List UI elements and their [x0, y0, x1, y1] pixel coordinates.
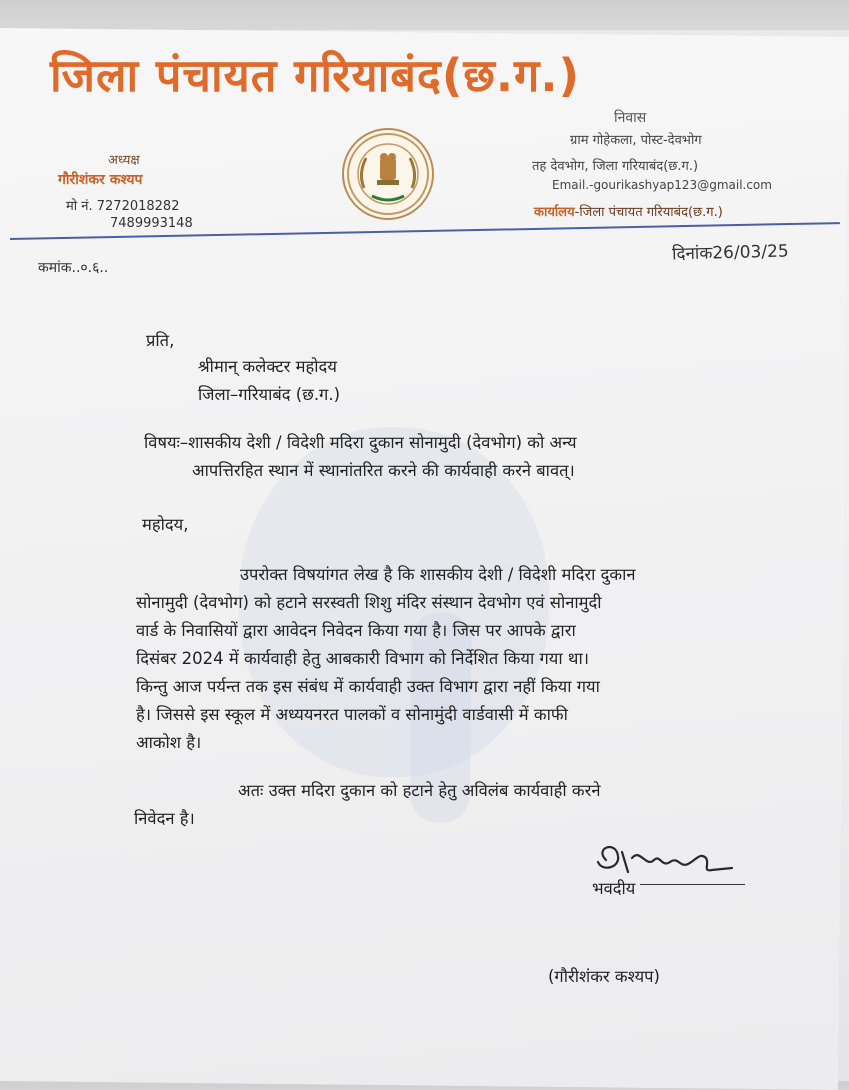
- body-line: आकोश है।: [136, 733, 202, 752]
- body-line: दिसंबर 2024 में कार्यवाही हेतु आबकारी विभाग को निर्देशित किया गया था।: [136, 649, 589, 668]
- mobile-number-1: मो नं. 7272018282: [66, 199, 180, 214]
- email: Email.-gourikashyap123@gmail.com: [552, 178, 772, 192]
- address-line-1: ग्राम गोहेकला, पोस्ट-देवभोग: [570, 133, 702, 148]
- sender-name: गौरीशंकर कश्यप: [58, 172, 143, 188]
- body-line: है। जिससे इस स्कूल में अध्ययनरत पालकों व सोनामुंदी वार्डवासी में काफी: [136, 705, 568, 724]
- letterhead-title: जिला पंचायत गरियाबंद(छ.ग.): [50, 49, 581, 102]
- body-line: उपरोक्त विषयांगत लेख है कि शासकीय देशी / विदेशी मदिरा दुकान: [240, 565, 636, 584]
- recipient-line-2: जिला–गरियाबंद (छ.ग.): [198, 385, 341, 404]
- designation: अध्यक्ष: [108, 153, 140, 168]
- subject-line-1: विषयः–शासकीय देशी / विदेशी मदिरा दुकान सोनामुदी (देवभोग) को अन्य: [144, 433, 577, 452]
- letter-date: दिनांक26/03/25: [671, 241, 789, 265]
- office-label: कार्यालय: [534, 205, 575, 220]
- request-line-1: अतः उक्त मदिरा दुकान को हटाने हेतु अविलंब कार्यवाही करने: [238, 781, 601, 800]
- recipient-line-1: श्रीमान् कलेक्टर महोदय: [198, 357, 337, 376]
- to-label: प्रति,: [146, 331, 175, 350]
- body-line: किन्तु आज पर्यन्त तक इस संबंध में कार्यवाही उक्त विभाग द्वारा नहीं किया गया: [136, 677, 600, 696]
- sender-signature-name: (गौरीशंकर कश्यप): [548, 967, 660, 986]
- office-line: [534, 202, 723, 220]
- closing: भवदीय: [592, 879, 636, 898]
- residence-label: निवास: [614, 110, 647, 126]
- office-text: -जिला पंचायत गरियाबंद(छ.ग.): [574, 205, 723, 220]
- state-emblem-icon: [342, 128, 434, 220]
- request-line-2: निवेदन है।: [134, 809, 195, 828]
- salutation: महोदय,: [142, 515, 189, 534]
- signature-line: [640, 884, 745, 885]
- subject-line-2: आपत्तिरहित स्थान में स्थानांतरित करने की कार्यवाही करने बावत्।: [192, 461, 575, 480]
- reference-number: कमांक..०.६..: [38, 260, 109, 276]
- body-line: वार्ड के निवासियों द्वारा आवेदन निवेदन किया गया है। जिस पर आपके द्वारा: [136, 621, 576, 640]
- address-line-2: तह देवभोग, जिला गरियाबंद(छ.ग.): [532, 159, 699, 174]
- mobile-number-2: 7489993148: [110, 216, 193, 231]
- body-line: सोनामुदी (देवभोग) को हटाने सरस्वती शिशु मंदिर संस्थान देवभोग एवं सोनामुदी: [136, 593, 602, 612]
